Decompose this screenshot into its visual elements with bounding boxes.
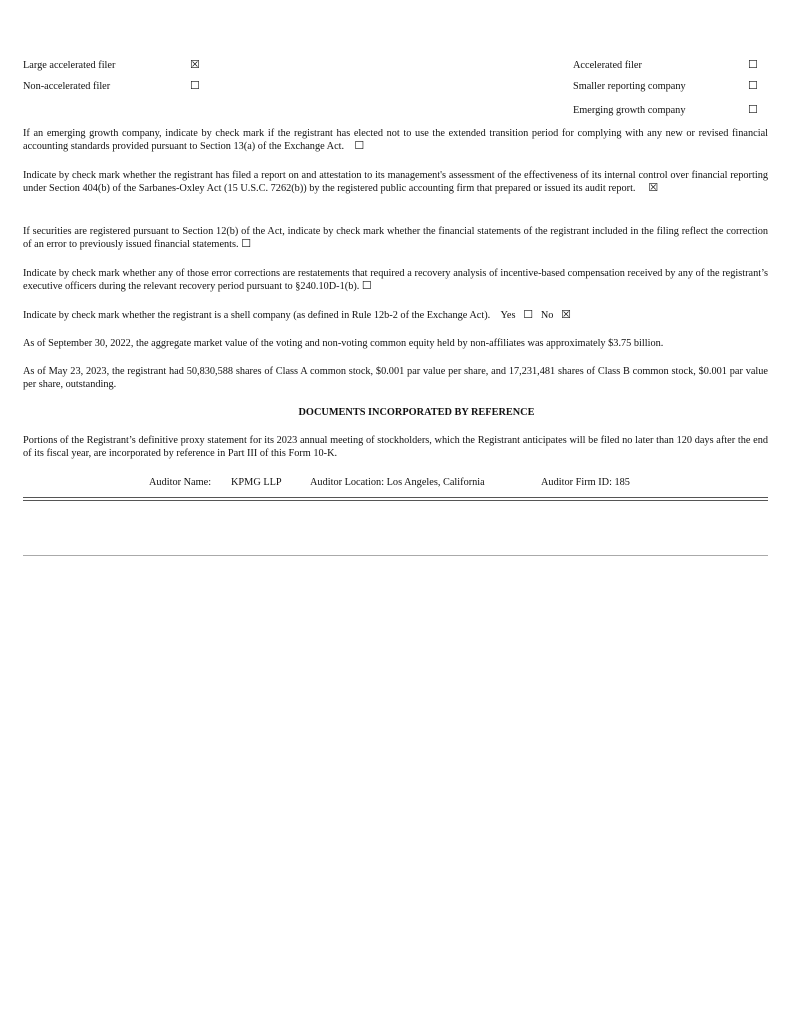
market-value-paragraph: As of September 30, 2022, the aggregate market value of the voting and non-voting common equity held by non-affiliates was approximately $3.75 billion. [23, 338, 664, 349]
large-accelerated-filer-checkbox[interactable]: ☒ [190, 59, 200, 71]
shell-company-yes-label: Yes [500, 310, 516, 321]
non-accelerated-filer-checkbox[interactable]: ☐ [190, 80, 200, 92]
smaller-reporting-company-label: Smaller reporting company [573, 81, 686, 92]
restatements-paragraph [23, 267, 768, 293]
emerging-growth-transition-text: If an emerging growth company, indicate by check mark if the registrant has elected not to use the extended transition period for complying with any new or revised financial accounting standards provided pursuant to Section 13(a) of the Exchange Act. [23, 128, 768, 152]
restatements-text: Indicate by check mark whether any of those error corrections are restatements that required a recovery analysis of incentive-based compensation received by any of the registrant’s executive officers during the relevant recovery period pursuant to §240.10D-1(b). [23, 268, 768, 292]
shell-company-no-checkbox[interactable]: ☒ [561, 309, 572, 321]
internal-control-text: Indicate by check mark whether the registrant has filed a report on and attestation to its management's assessment of the effectiveness of its internal control over financial reporting under Section 404(b) of the Sarbanes-Oxley Act (15 U.S.C. 7262(b)) by the registered public accounting firm that prepared or issued its audit report. [23, 170, 768, 194]
internal-control-paragraph [23, 169, 768, 195]
emerging-growth-transition-paragraph [23, 127, 768, 153]
shell-company-no-label: No [540, 310, 554, 321]
accelerated-filer-checkbox[interactable]: ☐ [748, 59, 758, 71]
error-correction-paragraph [23, 225, 768, 251]
auditor-location: Auditor Location: Los Angeles, California [310, 477, 485, 488]
auditor-name-label: Auditor Name: [149, 477, 212, 488]
error-correction-text: If securities are registered pursuant to Section 12(b) of the Act, indicate by check mark whether the financial statements of the registrant included in the filing reflect the correction of an error to previously issued financial statements. [23, 226, 768, 250]
shell-company-yes-checkbox[interactable]: ☐ [523, 309, 534, 321]
restatements-checkbox[interactable]: ☐ [361, 280, 372, 292]
page-break-rule [23, 555, 768, 556]
auditor-firm-id: Auditor Firm ID: 185 [541, 477, 630, 488]
error-correction-checkbox[interactable]: ☐ [241, 238, 252, 250]
internal-control-checkbox[interactable]: ☒ [648, 182, 659, 194]
documents-incorporated-paragraph: Portions of the Registrant’s definitive proxy statement for its 2023 annual meeting of stockholders, which the Registrant anticipates will be filed no later than 120 days after the end of its fiscal year, are incorporated by reference in Part III of this Form 10-K. [23, 435, 768, 459]
shell-company-paragraph [23, 309, 768, 322]
non-accelerated-filer-label: Non-accelerated filer [23, 81, 111, 92]
shares-outstanding-paragraph: As of May 23, 2023, the registrant had 50,830,588 shares of Class A common stock, $0.001 par value per share, and 17,231,481 shares of Class B common stock, $0.001 par value per share, outstanding. [23, 366, 768, 390]
emerging-growth-company-label: Emerging growth company [573, 105, 686, 116]
section-divider-double [23, 497, 768, 501]
auditor-name-value: KPMG LLP [231, 477, 282, 488]
emerging-growth-company-checkbox[interactable]: ☐ [748, 104, 758, 116]
documents-incorporated-heading: DOCUMENTS INCORPORATED BY REFERENCE [298, 407, 535, 418]
accelerated-filer-label: Accelerated filer [573, 60, 642, 71]
emerging-growth-transition-checkbox[interactable]: ☐ [354, 140, 365, 152]
smaller-reporting-company-checkbox[interactable]: ☐ [748, 80, 758, 92]
shell-company-text: Indicate by check mark whether the registrant is a shell company (as defined in Rule 12b-2 of the Exchange Act). [23, 310, 491, 321]
large-accelerated-filer-label: Large accelerated filer [23, 60, 116, 71]
